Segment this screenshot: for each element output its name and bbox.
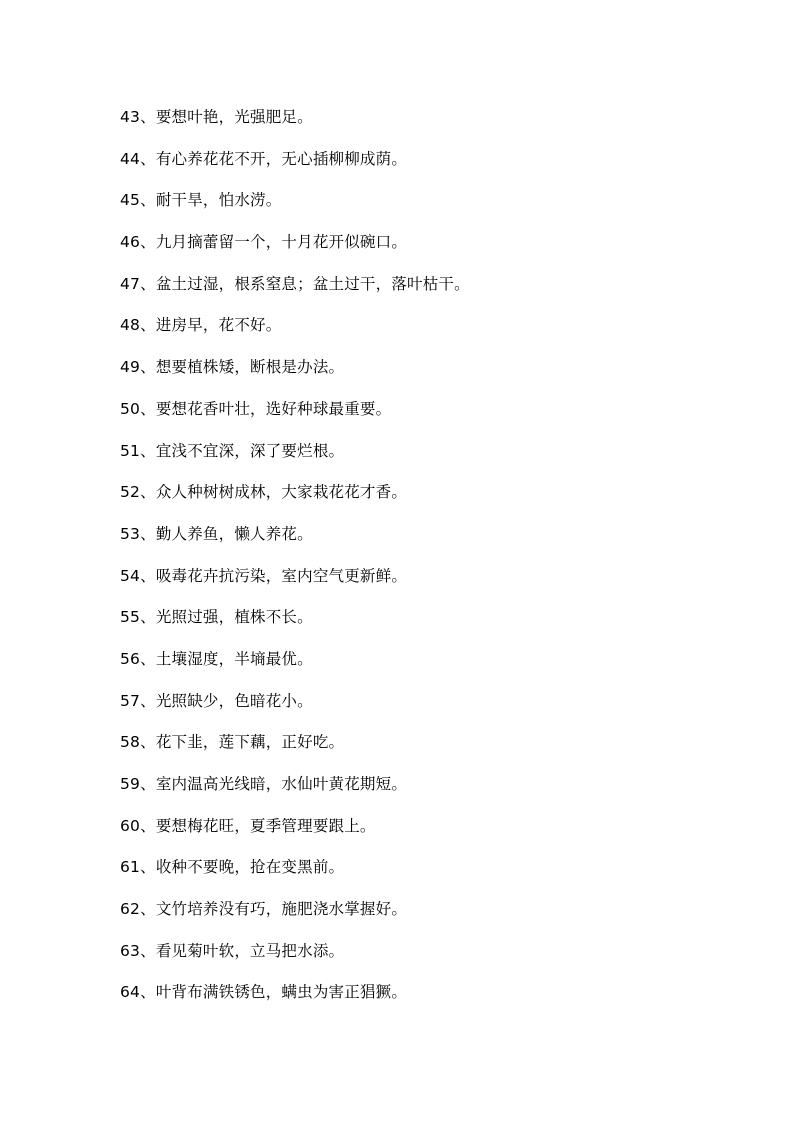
list-item: 47、盆土过湿，根系窒息；盆土过干，落叶枯干。 bbox=[120, 274, 470, 293]
list-item: 53、勤人养鱼，懒人养花。 bbox=[120, 524, 313, 543]
list-item: 50、要想花香叶壮，选好种球最重要。 bbox=[120, 399, 392, 418]
list-item: 56、土壤湿度，半墒最优。 bbox=[120, 649, 313, 668]
list-item: 57、光照缺少，色暗花小。 bbox=[120, 691, 313, 710]
list-item: 43、要想叶艳，光强肥足。 bbox=[120, 108, 313, 126]
list-item: 61、收种不要晚，抢在变黑前。 bbox=[120, 858, 345, 877]
list-item: 59、室内温高光线暗，水仙叶黄花期短。 bbox=[120, 775, 408, 793]
proverb-list bbox=[120, 106, 740, 1023]
list-item: 63、看见菊叶软，立马把水添。 bbox=[120, 941, 345, 960]
list-item: 62、文竹培养没有巧，施肥浇水掌握好。 bbox=[120, 900, 408, 919]
list-item: 58、花下韭，莲下藕，正好吃。 bbox=[120, 733, 345, 752]
list-item: 54、吸毒花卉抗污染，室内空气更新鲜。 bbox=[120, 566, 408, 585]
list-item: 46、九月摘蕾留一个，十月花开似碗口。 bbox=[120, 233, 408, 252]
list-item: 64、叶背布满铁锈色，螨虫为害正猖獗。 bbox=[120, 983, 408, 1002]
list-item: 44、有心养花花不开，无心插柳柳成荫。 bbox=[120, 149, 408, 168]
list-item: 49、想要植株矮，断根是办法。 bbox=[120, 358, 345, 377]
list-item: 48、进房早，花不好。 bbox=[120, 316, 282, 335]
list-item: 55、光照过强，植株不长。 bbox=[120, 608, 313, 627]
list-item: 60、要想梅花旺，夏季管理要跟上。 bbox=[120, 816, 376, 835]
list-item: 51、宜浅不宜深，深了要烂根。 bbox=[120, 441, 345, 460]
list-item: 52、众人种树树成林，大家栽花花才香。 bbox=[120, 483, 408, 502]
list-item: 45、耐干旱，怕水涝。 bbox=[120, 191, 282, 210]
